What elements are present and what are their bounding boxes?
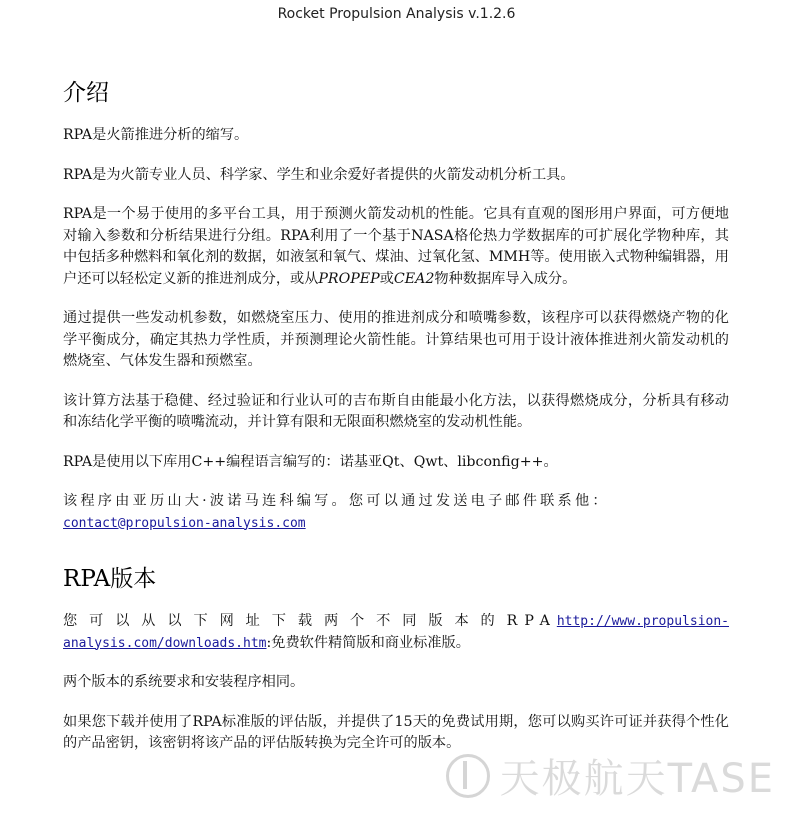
intro-paragraph-5: 该计算方法基于稳健、经过验证和行业认可的吉布斯自由能最小化方法，以获得燃烧成分，分析具有移动和冻结化学平衡的喷嘴流动，并计算有限和无限面积燃烧室的发动机性能。 <box>63 392 729 430</box>
versions-p1-text-a: 您可以从以下网址下载两个不同版本的RPA <box>63 613 557 629</box>
intro-p3-text-c: 物种数据库导入成分。 <box>434 270 577 287</box>
downloads-link[interactable]: http://www.propulsion-analysis.com/downloads.htm <box>63 614 729 651</box>
section-heading-versions: RPA版本 <box>63 566 157 592</box>
intro-paragraph-1: RPA是火箭推进分析的缩写。 <box>63 127 249 143</box>
intro-p3-text-a: RPA是一个易于使用的多平台工具，用于预测火箭发动机的性能。它具有直观的图形用户界面，可方便地对输入参数和分析结果进行分组。RPA利用了一个基于NASA格伦热力学数据库的可扩展化学物种库，其中包括多种燃料和氧化剂的数据，如液氢和氧气、煤油、过氧化氢、MMH等。使用嵌入式物种编辑器，用户还可以轻松定义新的推进剂成分，或从 <box>63 206 729 287</box>
watermark-logo-icon <box>446 754 490 798</box>
intro-paragraph-6: RPA是使用以下库用C++编程语言编写的：诺基亚Qt、Qwt、libconfig++。 <box>63 453 558 470</box>
document-body <box>63 60 729 773</box>
cea2-term: CEA2 <box>393 270 435 287</box>
versions-paragraph-3: 如果您下载并使用了RPA标准版的评估版，并提供了15天的免费试用期，您可以购买许可证并获得个性化的产品密钥，该密钥将该产品的评估版转换为完全许可的版本。 <box>63 713 729 751</box>
intro-paragraph-4: 通过提供一些发动机参数，如燃烧室压力、使用的推进剂成分和喷嘴参数，该程序可以获得燃烧产物的化学平衡成分，确定其热力学性质，并预测理论火箭性能。计算结果也可用于设计液体推进剂火箭发动机的燃烧室、气体发生器和预燃室。 <box>63 310 729 369</box>
page-header-title: Rocket Propulsion Analysis v.1.2.6 <box>277 6 516 22</box>
propep-term: PROPEP <box>318 270 380 287</box>
versions-paragraph-2: 两个版本的系统要求和安装程序相同。 <box>63 674 305 690</box>
contact-text: 该程序由亚历山大·波诺马连科编写。您可以通过发送电子邮件联系他： <box>63 493 610 509</box>
section-heading-intro: 介绍 <box>63 80 109 106</box>
intro-paragraph-2: RPA是为火箭专业人员、科学家、学生和业余爱好者提供的火箭发动机分析工具。 <box>63 166 575 183</box>
intro-p3-text-b: 或 <box>379 270 394 287</box>
versions-paragraph-1 <box>63 611 729 654</box>
watermark <box>446 747 775 804</box>
contact-email-link[interactable]: contact@propulsion-analysis.com <box>63 515 306 531</box>
intro-paragraph-3 <box>63 204 729 290</box>
intro-paragraph-7 <box>63 491 729 534</box>
watermark-text: 天极航天TASE <box>499 756 775 802</box>
versions-p1-text-b: :免费软件精简版和商业标准版。 <box>266 634 470 651</box>
